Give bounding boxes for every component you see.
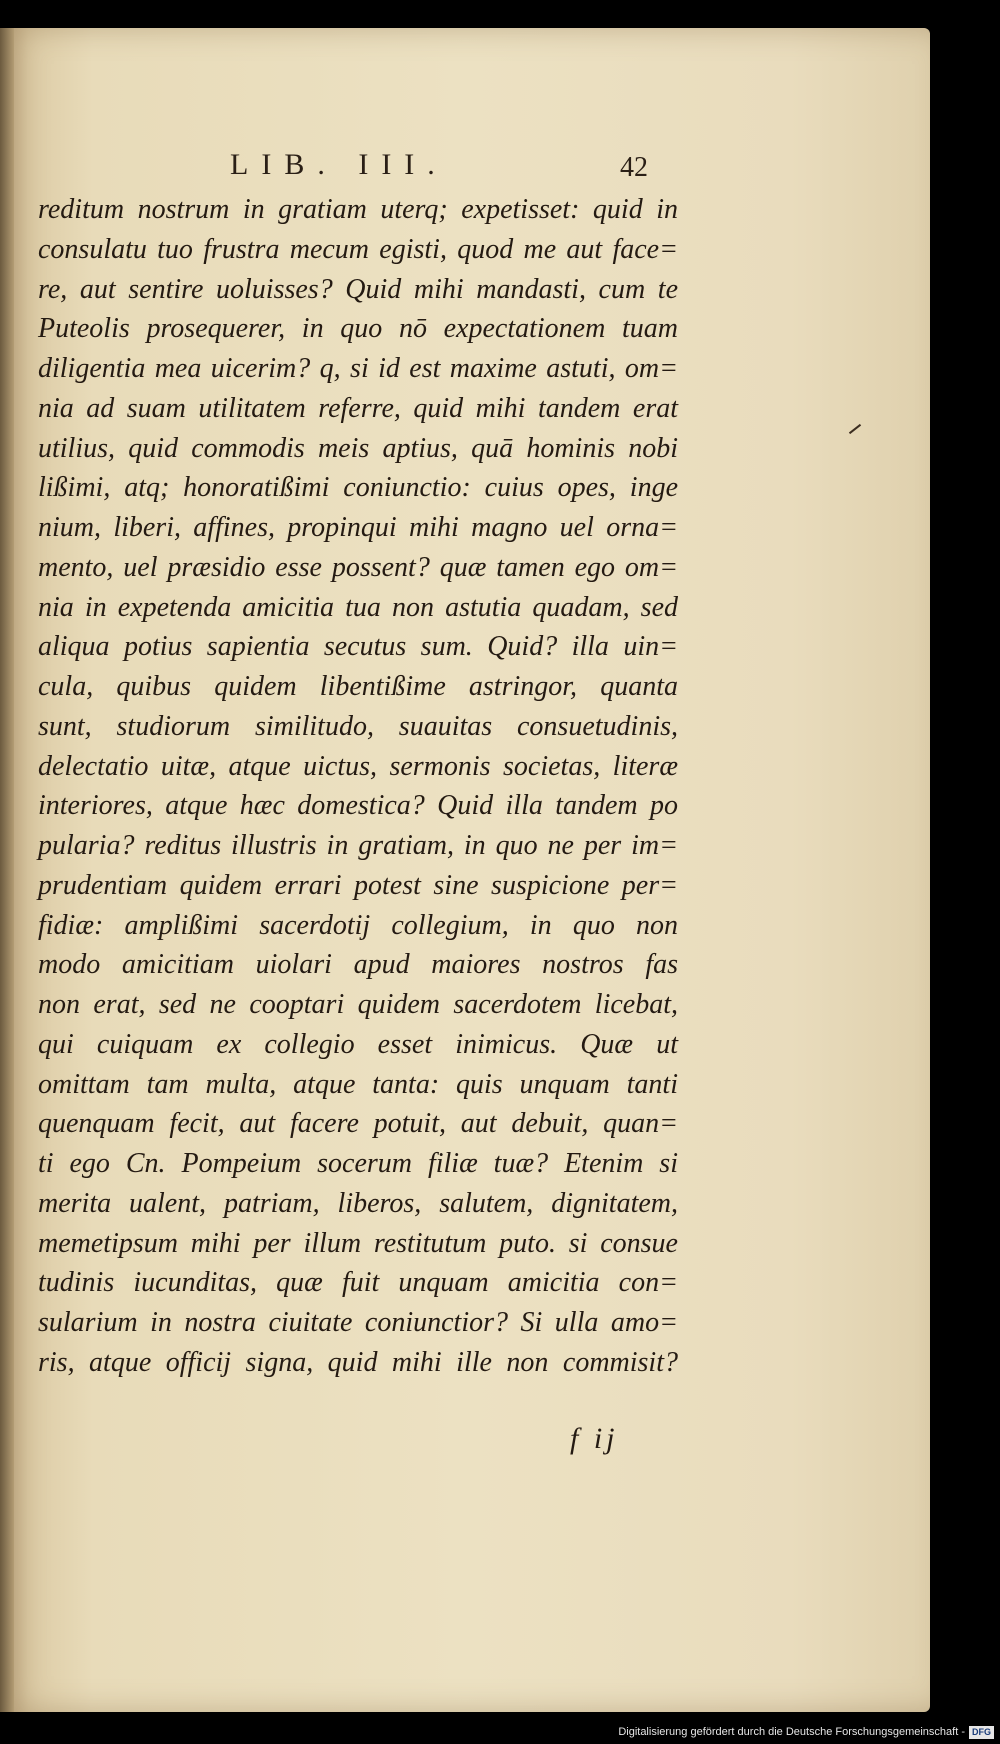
text-line: reditum nostrum in gratiam uterq; expetisset: quid in bbox=[38, 194, 678, 225]
text-line: quenquam fecit, aut facere potuit, aut debuit, quan= bbox=[38, 1108, 678, 1140]
text-line: utilius, quid commodis meis aptius, quā hominis nobi bbox=[38, 432, 678, 464]
text-line: Puteolis prosequerer, in quo nō expectationem tuam bbox=[38, 313, 678, 345]
text-line: ris, atque officij signa, quid mihi ille non commisit? bbox=[38, 1346, 678, 1378]
text-line: aliqua potius sapientia secutus sum. Quid? illa uin= bbox=[38, 631, 678, 663]
dfg-logo: DFG bbox=[969, 1726, 994, 1739]
text-line: sularium in nostra ciuitate coniunctior? Si ulla amo= bbox=[38, 1307, 678, 1338]
text-line: delectatio uitæ, atque uictus, sermonis societas, literæ bbox=[38, 750, 678, 782]
text-line: fidiæ: amplißimi sacerdotij collegium, in quo non bbox=[38, 909, 678, 941]
text-line: omittam tam multa, atque tanta: quis unquam tanti bbox=[38, 1068, 678, 1100]
text-line: cula, quibus quidem libentißime astringor, quanta bbox=[38, 671, 678, 702]
text-line: sunt, studiorum similitudo, suauitas consuetudinis, bbox=[38, 710, 678, 742]
page-gutter bbox=[0, 28, 14, 1712]
text-line: pularia? reditus illustris in gratiam, in quo ne per im= bbox=[38, 830, 678, 861]
page-number: 42 bbox=[620, 152, 648, 183]
text-line: re, aut sentire uoluisses? Quid mihi mandasti, cum te bbox=[38, 273, 678, 305]
page-header bbox=[0, 148, 930, 188]
text-line: nia in expetenda amicitia tua non astutia quadam, sed bbox=[38, 591, 678, 623]
text-line: qui cuiquam ex collegio esset inimicus. Quæ ut bbox=[38, 1028, 678, 1060]
text-line: modo amicitiam uiolari apud maiores nostros fas bbox=[38, 949, 678, 981]
text-line: interiores, atque hæc domestica? Quid illa tandem po bbox=[38, 790, 678, 822]
text-line: tudinis iucunditas, quæ fuit unquam amicitia con= bbox=[38, 1267, 678, 1299]
footer bbox=[618, 1723, 994, 1741]
text-line: mento, uel præsidio esse possent? quæ tamen ego om= bbox=[38, 551, 678, 583]
text-line: non erat, sed ne cooptari quidem sacerdotem licebat, bbox=[38, 989, 678, 1020]
text-line: lißimi, atq; honoratißimi coniunctio: cuius opes, inge bbox=[38, 472, 678, 504]
running-head: LIB. III. bbox=[230, 148, 448, 181]
text-line: nia ad suam utilitatem referre, quid mihi tandem erat bbox=[38, 392, 678, 424]
body-text bbox=[38, 190, 678, 1383]
signature-mark: f ij bbox=[570, 1422, 619, 1455]
text-line: merita ualent, patriam, liberos, salutem, dignitatem, bbox=[38, 1187, 678, 1219]
text-line: consulatu tuo frustra mecum egisti, quod me aut face= bbox=[38, 233, 678, 265]
footer-credit: Digitalisierung gefördert durch die Deutsche Forschungsgemeinschaft - bbox=[618, 1726, 965, 1738]
text-line: prudentiam quidem errari potest sine suspicione per= bbox=[38, 869, 678, 901]
text-line: nium, liberi, affines, propinqui mihi magno uel orna= bbox=[38, 512, 678, 543]
text-line: memetipsum mihi per illum restitutum puto. si consue bbox=[38, 1227, 678, 1259]
text-line: diligentia mea uicerim? q, si id est maxime astuti, om= bbox=[38, 353, 678, 384]
text-line: ti ego Cn. Pompeium socerum filiæ tuæ? Etenim si bbox=[38, 1148, 678, 1179]
